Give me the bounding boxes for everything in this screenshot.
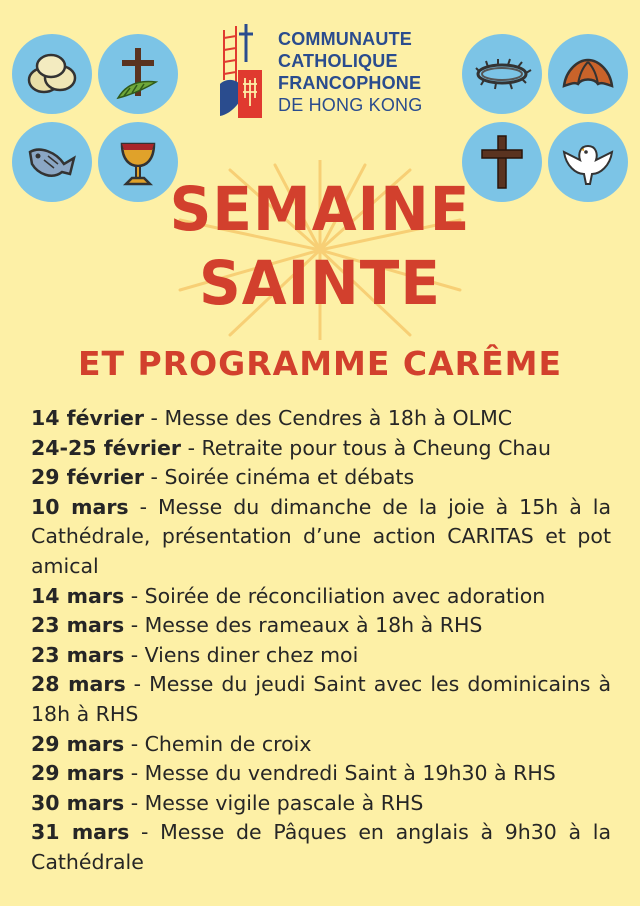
event-text: - Chemin de croix [124,731,312,756]
event-item [31,789,611,819]
event-date: 29 février [31,465,145,490]
event-text: - Soirée de réconciliation avec adoration [124,583,546,608]
event-date: 30 mars [31,790,125,815]
event-text: - Messe du jeudi Saint avec les dominicains à 18h à RHS [31,672,612,726]
event-item [31,759,611,789]
event-text: - Messe du vendredi Saint à 19h30 à RHS [124,761,556,786]
logo-line-2: CATHOLIQUE [278,51,398,71]
crown-of-thorns-icon [462,34,542,114]
event-text: - Messe vigile pascale à RHS [124,790,424,815]
event-item [31,434,611,464]
event-date: 31 mars [31,820,130,845]
event-item [31,463,611,493]
event-item [31,670,611,729]
title-line-1: SEMAINE [169,173,471,245]
event-date: 29 mars [31,731,125,756]
event-date: 14 mars [31,583,125,608]
event-date: 10 mars [31,494,129,519]
event-date: 29 mars [31,761,125,786]
subtitle: ET PROGRAMME CARÊME [77,344,563,383]
title-line-2: SAINTE [199,247,441,319]
logo-line-1: COMMUNAUTE [278,29,412,49]
event-item [31,493,611,582]
event-text: - Messe des rameaux à 18h à RHS [124,613,483,638]
event-item [31,611,611,641]
palm-cross-icon [98,34,178,114]
event-item [31,404,611,434]
event-date: 28 mars [31,672,126,697]
community-logo [212,22,438,122]
croissant-icon [548,34,628,114]
event-text: - Retraite pour tous à Cheung Chau [181,435,551,460]
logo-line-3: FRANCOPHONE [278,73,422,93]
event-item [31,730,611,760]
bread-icon [12,34,92,114]
event-item [31,582,611,612]
event-date: 23 mars [31,642,125,667]
event-date: 23 mars [31,613,125,638]
event-text: - Messe des Cendres à 18h à OLMC [144,406,513,430]
logo-line-4: DE HONG KONG [278,95,423,115]
program-list [31,404,611,878]
event-date: 24-25 février [31,435,182,460]
event-text: - Messe du dimanche de la joie à 15h à la Cathédrale, présentation d’une action CARITAS et pot amical [31,494,612,578]
event-text: - Viens diner chez moi [124,642,359,667]
logo-mark-icon [212,22,274,122]
event-text: - Messe de Pâques en anglais à 9h30 à la Cathédrale [31,820,612,874]
event-item [31,818,611,877]
event-date: 14 février [31,406,145,430]
event-text: - Soirée cinéma et débats [144,465,415,490]
event-item [31,641,611,671]
